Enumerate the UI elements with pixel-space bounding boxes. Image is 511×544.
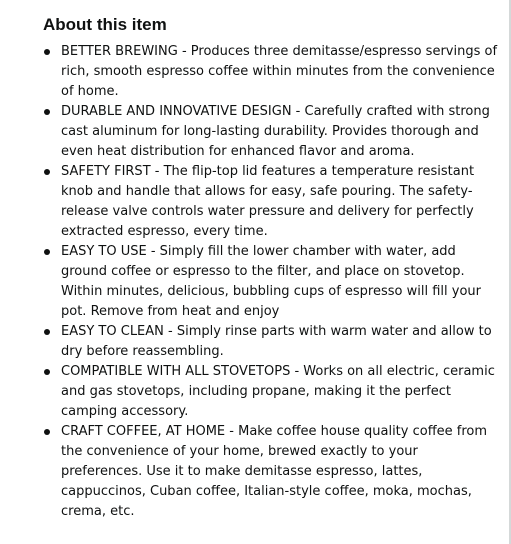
bullet-dot-icon [44, 329, 50, 335]
feature-bullet-safety-first [43, 162, 501, 242]
feature-bullet-easy-to-clean [43, 322, 501, 362]
section-title: About this item [43, 15, 167, 34]
bullet-dot-icon [44, 429, 50, 435]
feature-bullet-text: EASY TO CLEAN - Simply rinse parts with warm water and allow to dry before reassembling. [61, 324, 492, 359]
bullet-dot-icon [44, 249, 50, 255]
feature-bullet-list [43, 42, 501, 522]
bullet-dot-icon [44, 49, 50, 55]
feature-bullet-text: DURABLE AND INNOVATIVE DESIGN - Carefully crafted with strong cast aluminum for long-lasting durability. Provides thorough and even heat distribution for enhanced flavor and aroma. [61, 104, 490, 159]
feature-bullet-better-brewing [43, 42, 501, 102]
feature-bullet-text: CRAFT COFFEE, AT HOME - Make coffee house quality coffee from the convenience of your home, brewed exactly to your preferences. Use it to make demitasse espresso, lattes, cappuccinos, Cuban coffee, Italian-style coffee, moka, mochas, crema, etc. [61, 424, 488, 519]
feature-bullet-easy-to-use [43, 242, 501, 322]
feature-bullet-text: BETTER BREWING - Produces three demitasse/espresso servings of rich, smooth espresso coffee within minutes from the convenience of home. [61, 44, 498, 99]
about-this-item-section [43, 14, 501, 522]
bullet-dot-icon [44, 369, 50, 375]
feature-bullet-compatible-stovetops [43, 362, 501, 422]
feature-bullet-text: COMPATIBLE WITH ALL STOVETOPS - Works on all electric, ceramic and gas stovetops, including propane, making it the perfect camping accessory. [61, 364, 495, 419]
bullet-dot-icon [44, 169, 50, 175]
feature-bullet-durable-design [43, 102, 501, 162]
bullet-dot-icon [44, 109, 50, 115]
feature-bullet-text: EASY TO USE - Simply fill the lower chamber with water, add ground coffee or espresso to the filter, and place on stovetop. Within minutes, delicious, bubbling cups of espresso will fill your pot. Remove from heat and enjoy [61, 244, 481, 319]
feature-bullet-craft-coffee [43, 422, 501, 522]
feature-bullet-text: SAFETY FIRST - The flip-top lid features a temperature resistant knob and handle that allows for easy, safe pouring. The safety-release valve controls water pressure and delivery for perfectly extracted espresso, every time. [61, 164, 475, 239]
